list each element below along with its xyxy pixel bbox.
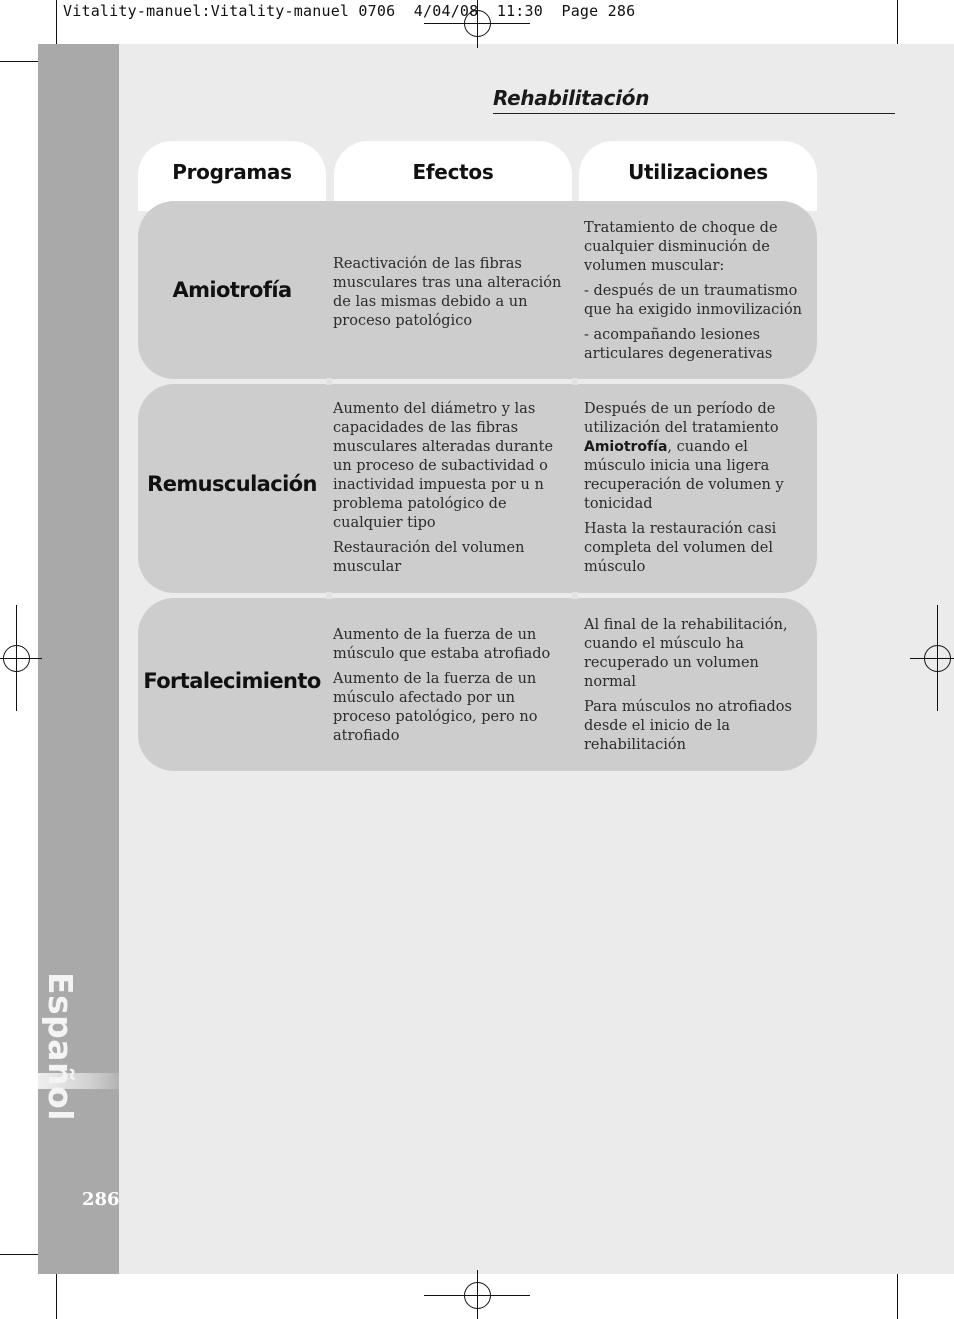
effects-text: Aumento de la fuerza de un músculo afectado por un proceso patológico, pero no atrofiado: [333, 671, 538, 744]
column-divider: [572, 378, 578, 385]
registration-mark: [937, 605, 938, 711]
uses-text-part: Después de un período de utilización del tratamiento: [584, 401, 779, 436]
registration-mark: [0, 658, 42, 659]
uses-text-part: , cuando el músculo inicia una ligera recuperación de volumen y tonicidad: [584, 439, 784, 512]
page-number: 286: [82, 1189, 120, 1210]
column-divider: [326, 378, 332, 385]
effects-text: Reactivación de las fibras musculares tras una alteración de las mismas debido a un proceso patológico: [333, 256, 562, 329]
effects-text: Aumento del diámetro y las capacidades de las fibras musculares alteradas durante un proceso de subactividad o inactividad impuesta por u n problema patológico de cualquier tipo: [333, 401, 554, 531]
effects-cell: [333, 255, 569, 331]
header-programas: Programas: [138, 141, 326, 211]
uses-cell: [584, 616, 806, 755]
section-title-rule: [493, 113, 895, 114]
crop-mark: [56, 0, 57, 48]
uses-text: Al final de la rehabilitación, cuando el músculo ha recuperado un volumen normal: [584, 617, 788, 690]
uses-cell: [584, 400, 792, 577]
effects-text: Restauración del volumen muscular: [333, 540, 525, 575]
effects-cell: [333, 626, 559, 746]
uses-text: Hasta la restauración casi completa del volumen del músculo: [584, 521, 777, 575]
effects-cell: [333, 400, 565, 577]
header-utilizaciones: Utilizaciones: [579, 141, 817, 211]
uses-text: Para músculos no atrofiados desde el inicio de la rehabilitación: [584, 699, 792, 753]
program-remusculacion: Remusculación: [147, 472, 317, 496]
crop-mark: [0, 1254, 42, 1255]
column-divider: [326, 592, 332, 599]
header-efectos: Efectos: [334, 141, 572, 211]
program-reference: Amiotrofía: [584, 439, 668, 455]
slug-line: Vitality-manuel:Vitality-manuel 0706 4/04/08 11:30 Page 286: [63, 2, 636, 20]
uses-text: [584, 400, 792, 514]
sidebar-language-label: Español: [41, 972, 80, 1122]
uses-text: - acompañando lesiones articulares degenerativas: [584, 327, 773, 362]
crop-mark: [897, 0, 898, 48]
uses-text: Tratamiento de choque de cualquier disminución de volumen muscular:: [584, 220, 778, 274]
section-title: Rehabilitación: [493, 86, 650, 110]
column-divider: [572, 592, 578, 599]
registration-mark: [910, 658, 954, 659]
crop-mark: [0, 61, 42, 62]
registration-mark: [477, 1270, 478, 1319]
uses-cell: [584, 219, 810, 364]
crop-mark: [56, 1270, 57, 1319]
program-amiotrofia: Amiotrofía: [172, 278, 292, 302]
program-fortalecimiento: Fortalecimiento: [143, 668, 321, 693]
registration-mark: [16, 605, 17, 711]
crop-mark: [897, 1270, 898, 1319]
effects-text: Aumento de la fuerza de un músculo que estaba atrofiado: [333, 627, 551, 662]
uses-text: - después de un traumatismo que ha exigido inmovilización: [584, 283, 803, 318]
